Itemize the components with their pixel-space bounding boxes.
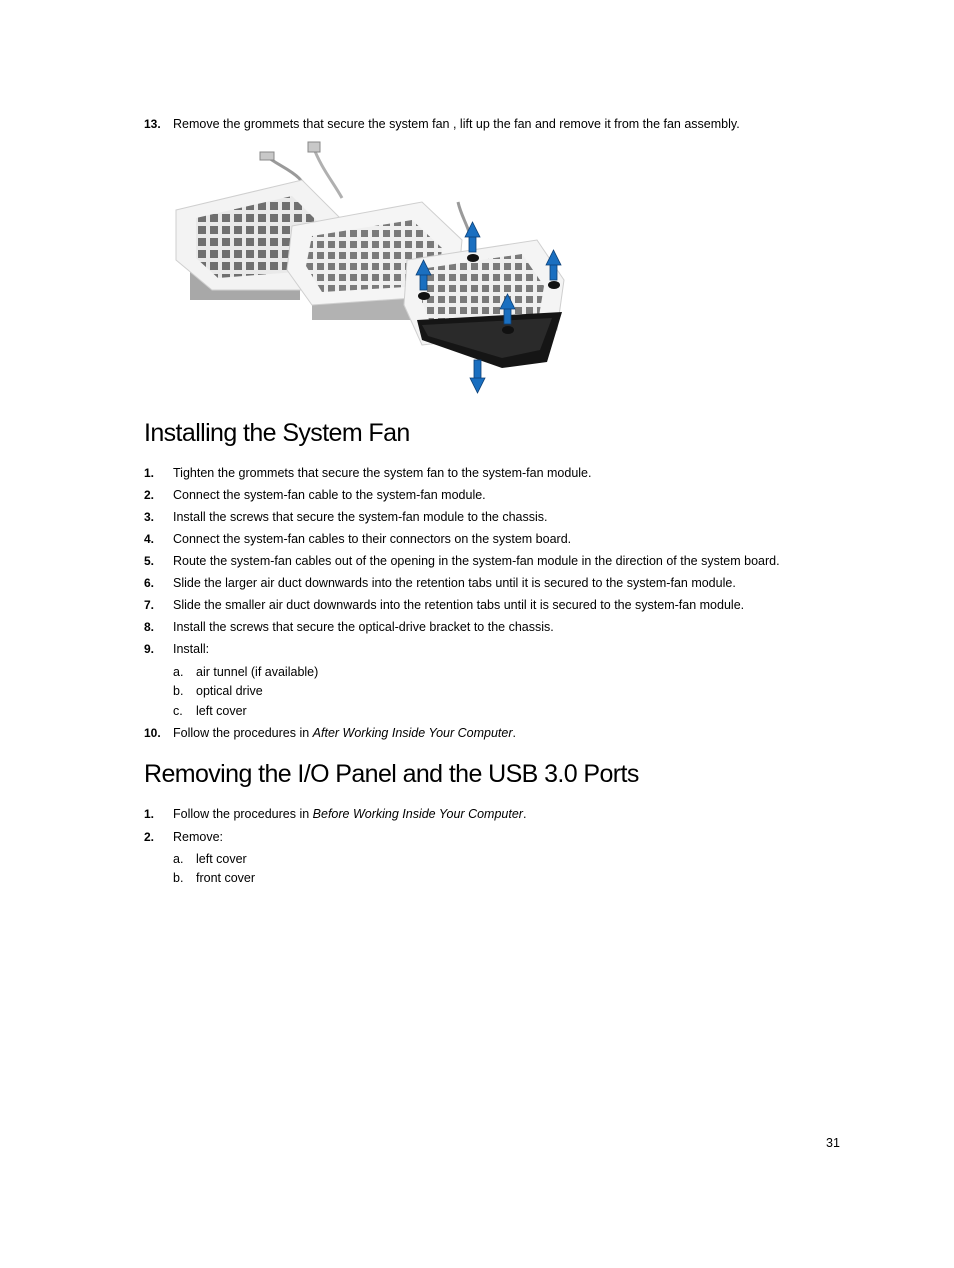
cross-reference-link[interactable]: Before Working Inside Your Computer — [312, 807, 523, 821]
fan-assembly-illustration — [172, 140, 572, 396]
section-heading-removing-io-panel: Removing the I/O Panel and the USB 3.0 Ports — [144, 760, 639, 788]
page-number: 31 — [826, 1136, 840, 1150]
cross-reference-link[interactable]: After Working Inside Your Computer — [312, 726, 513, 740]
step-text: Remove the grommets that secure the system fan , lift up the fan and remove it from the fan assembly. — [173, 117, 740, 131]
step-number: 13. — [144, 117, 161, 131]
section-heading-installing-system-fan: Installing the System Fan — [144, 419, 410, 447]
fan-assembly-figure — [172, 140, 572, 396]
